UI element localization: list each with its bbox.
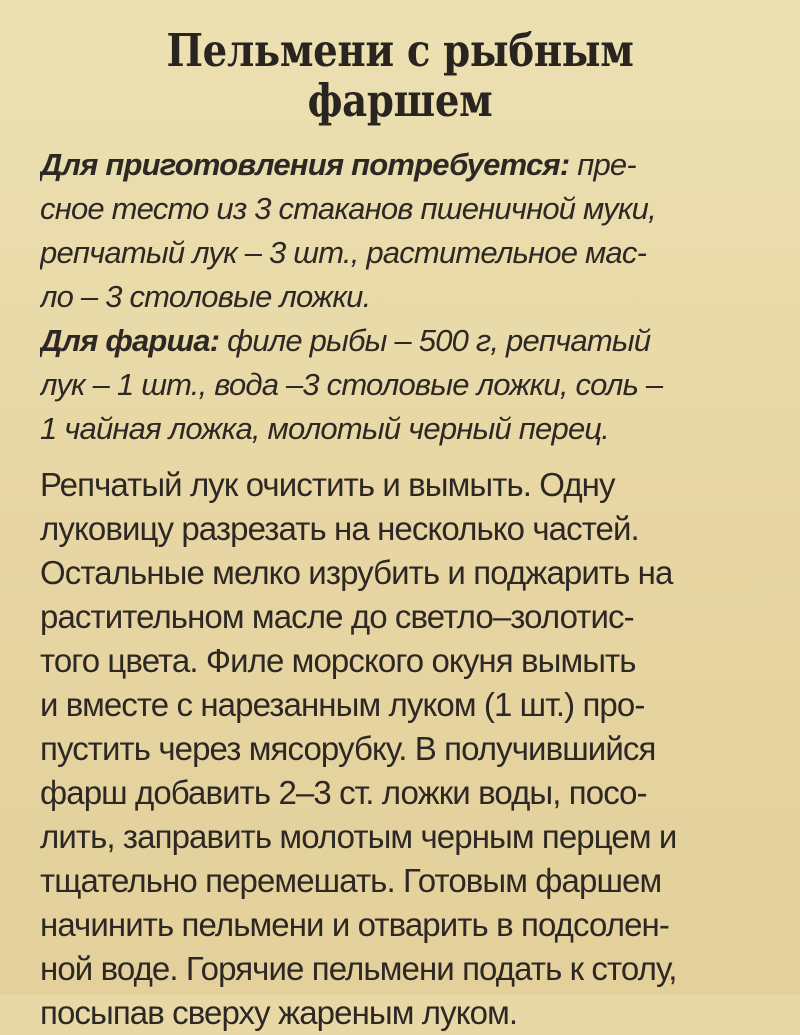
method-section — [40, 463, 760, 1035]
needed-label: Для приготовления потребуется: — [40, 147, 570, 182]
ingredients-line — [40, 143, 760, 187]
method-line: растительном масле до светло–золотис- — [40, 598, 634, 635]
method-line: тщательно перемешать. Готовым фаршем — [40, 862, 662, 899]
ingredients-line: сное тесто из 3 стаканов пшеничной муки, — [40, 191, 656, 226]
method-line: Остальные мелко изрубить и поджарить на — [40, 554, 673, 591]
filling-label: Для фарша: — [40, 323, 220, 358]
method-line: луковицу разрезать на несколько частей. — [40, 510, 639, 547]
ingredients-line: 1 чайная ложка, молотый черный перец. — [40, 411, 610, 446]
method-line: Репчатый лук очистить и вымыть. Одну — [40, 466, 615, 503]
filling-text: филе рыбы – 500 г, репчатый — [227, 323, 651, 358]
method-line: и вместе с нарезанным луком (1 шт.) про- — [40, 686, 645, 723]
ingredients-section — [40, 143, 760, 451]
ingredients-line — [40, 319, 760, 363]
needed-text: пре- — [577, 147, 636, 182]
method-line: того цвета. Филе морского окуня вымыть — [40, 642, 636, 679]
method-line: фарш добавить 2–3 ст. ложки воды, посо- — [40, 774, 647, 811]
method-line: начинить пельмени и отварить в подсолен- — [40, 906, 669, 943]
ingredients-line: репчатый лук – 3 шт., растительное мас- — [40, 235, 647, 270]
recipe-title: Пельмени с рыбным фаршем — [166, 24, 634, 127]
method-line: посыпав сверху жареным луком. — [40, 994, 518, 1031]
ingredients-line: ло – 3 столовые ложки. — [40, 279, 371, 314]
method-line: ной воде. Горячие пельмени подать к столу, — [40, 950, 677, 987]
method-line: пустить через мясорубку. В получившийся — [40, 730, 656, 767]
ingredients-line: лук – 1 шт., вода –3 столовые ложки, соль – — [40, 367, 663, 402]
method-line: лить, заправить молотым черным перцем и — [40, 818, 677, 855]
